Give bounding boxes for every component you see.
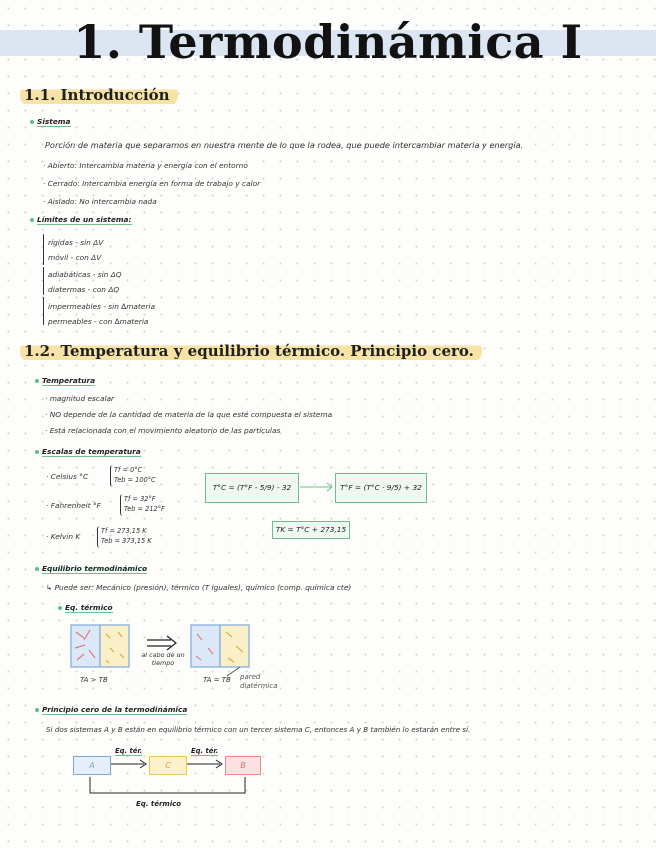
list-item: impermeables - sin ∆materia xyxy=(48,302,155,311)
arrow-right-icon xyxy=(110,758,150,770)
limites-list xyxy=(48,235,155,329)
list-item: · Abierto: Intercambia materia y energía con el entorno xyxy=(43,161,248,170)
section-heading-temperatura: 1.2. Temperatura y equilibrio térmico. Principio cero. xyxy=(20,340,482,362)
brace-line xyxy=(43,267,44,295)
limites-label: Límites de un sistema: xyxy=(30,215,132,225)
al-cabo-label: al cabo de un tiempo xyxy=(141,651,185,667)
bullet-dot xyxy=(30,120,34,124)
thermal-diagram-before xyxy=(70,624,132,670)
list-item: · NO depende de la cantidad de materia de la que esté compuesta el sistema xyxy=(45,410,333,419)
list-item: · magnitud escalar xyxy=(45,394,115,403)
system-a-box: A xyxy=(73,756,111,775)
arrow-right-icon xyxy=(186,758,226,770)
eq-termico-label: Eq. térmico xyxy=(58,603,113,613)
list-item: · Aislado: No intercambia nada xyxy=(43,197,157,206)
list-item: · Cerrado: Intercambia energía en forma de trabajo y calor xyxy=(43,179,261,188)
system-b-box: B xyxy=(225,756,261,775)
bullet-dot xyxy=(35,708,39,712)
escalas-label: Escalas de temperatura xyxy=(35,447,141,457)
celsius-values: Tf = 0°C Teb = 100°C xyxy=(110,465,156,487)
fahrenheit-values: Tf = 32°F Teb = 212°F xyxy=(120,494,165,516)
temperatura-list xyxy=(45,391,332,439)
arrow-right-icon xyxy=(298,480,336,494)
list-item: móvil - con ΔV xyxy=(48,253,102,262)
page-title: 1. Termodinámica I xyxy=(73,15,583,69)
list-item: rígidas - sin ΔV xyxy=(48,238,104,247)
list-item: permeables - con ∆materia xyxy=(48,317,149,326)
list-item: adiabáticas - sin ΔQ xyxy=(48,270,122,279)
bullet-dot xyxy=(35,450,39,454)
formula-kelvin-box: TK = T°C + 273,15 xyxy=(272,521,350,539)
brace-line xyxy=(43,297,44,325)
bracket-line xyxy=(88,776,248,796)
bullet-dot xyxy=(58,606,62,610)
formula-celsius-box: T°C = (T°F - 5/9) - 32 xyxy=(205,473,299,503)
brace-line xyxy=(43,234,44,265)
bullet-dot xyxy=(35,379,39,383)
celsius-name: · Celsius °C xyxy=(46,472,89,481)
kelvin-values: Tf = 273,15 K Teb = 373,15 K xyxy=(97,526,152,548)
sistema-label: Sistema xyxy=(30,117,71,127)
formula-fahrenheit-box: T°F = (T°C · 9/5) + 32 xyxy=(335,473,427,503)
double-arrow-icon xyxy=(145,634,179,652)
principio-label: Principio cero de la termodinámica xyxy=(35,705,187,715)
equilibrio-label: Equilibrio termodinámico xyxy=(35,564,147,574)
fahrenheit-name: · Fahrenheit °F xyxy=(46,501,101,510)
sistema-definition: Porción de materia que separamos en nuestra mente de lo que la rodea, que puede intercambiar materia y energía. xyxy=(45,140,524,150)
system-c-box: C xyxy=(149,756,187,775)
system-types-list xyxy=(43,157,260,211)
principio-text: Si dos sistemas A y B están en equilibrio térmico con un tercer sistema C, entonces A y B también lo estarán entre sí. xyxy=(46,725,471,734)
eq-termico-bottom-label: Eq. térmico xyxy=(136,800,182,808)
equilibrio-text: ↳ Puede ser: Mecánico (presión), térmico (T iguales), químico (comp. química cte) xyxy=(46,583,352,592)
list-item: diatermas - con ΔQ xyxy=(48,285,120,294)
ta-greater-tb: TA > TB xyxy=(80,676,108,684)
ta-equals-tb: TA = TB xyxy=(203,676,231,684)
pared-diatermica-label: pared diatérmica xyxy=(240,673,278,690)
list-item: · Está relacionada con el movimiento aleatorio de las partículas xyxy=(45,426,281,435)
eq-ter-label-2: Eq. tér. xyxy=(191,747,219,755)
bullet-dot xyxy=(35,567,39,571)
temperatura-label: Temperatura xyxy=(35,376,95,386)
kelvin-name: · Kelvin K xyxy=(46,532,81,541)
bullet-dot xyxy=(30,218,34,222)
eq-ter-label-1: Eq. tér. xyxy=(115,747,143,755)
section-heading-intro: 1.1. Introducción xyxy=(20,84,178,106)
